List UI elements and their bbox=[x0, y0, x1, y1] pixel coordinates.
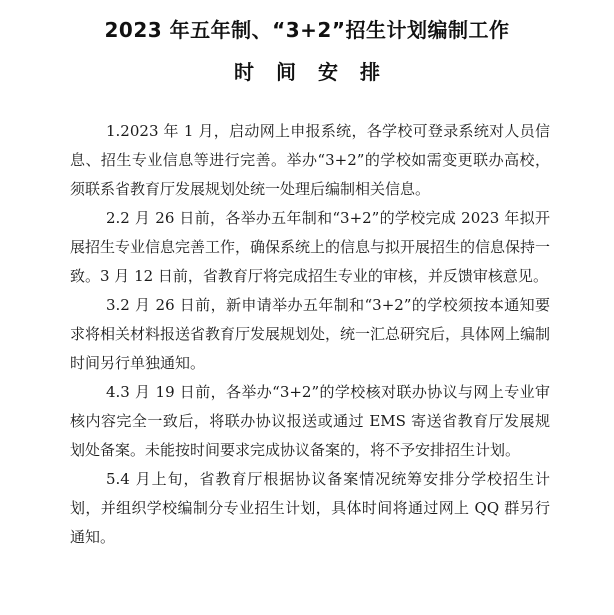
document-body bbox=[70, 117, 550, 552]
document-subtitle: 时间安排 bbox=[234, 60, 402, 84]
paragraph-1: 1.2023 年 1 月，启动网上申报系统，各学校可登录系统对人员信息、招生专业信息等进行完善。举办“3+2”的学校如需变更联办高校，须联系省教育厅发展规划处统一处理后编制相关信息。 bbox=[70, 122, 550, 198]
paragraph-3: 3.2 月 26 日前，新申请举办五年制和“3+2”的学校须按本通知要求将相关材料报送省教育厅发展规划处，统一汇总研究后，具体网上编制时间另行单独通知。 bbox=[70, 296, 551, 372]
paragraph-4: 4.3 月 19 日前，各举办“3+2”的学校核对联办协议与网上专业审核内容完全一致后，将联办协议报送或通过 EMS 寄送省教育厅发展规划处备案。未能按时间要求完成协议备案的，将不予安排招生计划。 bbox=[70, 383, 550, 459]
paragraph-2: 2.2 月 26 日前，各举办五年制和“3+2”的学校完成 2023 年拟开展招生专业信息完善工作，确保系统上的信息与拟开展招生的信息保持一致。3 月 12 日前，省教育厅将完成招生专业的审核，并反馈审核意见。 bbox=[70, 209, 551, 285]
document-title: 2023 年五年制、“3+2”招生计划编制工作 bbox=[104, 18, 510, 42]
paragraph-5: 5.4 月上旬，省教育厅根据协议备案情况统筹安排分学校招生计划，并组织学校编制分专业招生计划，具体时间将通过网上 QQ 群另行通知。 bbox=[70, 470, 550, 546]
